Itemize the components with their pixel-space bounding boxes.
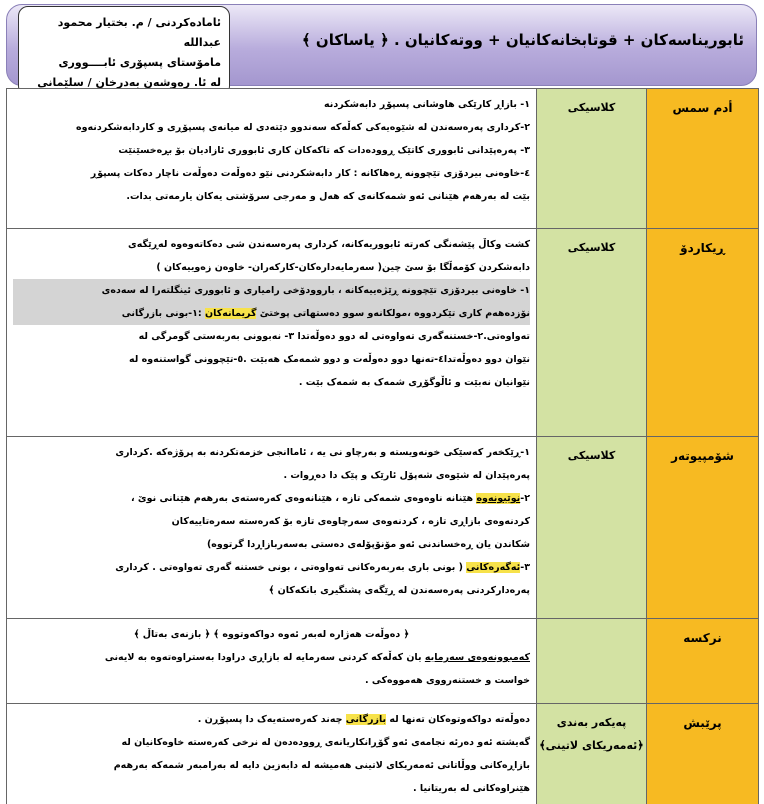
text-line: [13, 556, 530, 579]
text-segment: دەوڵەتە دواکەوتوەکان تەنها لە: [389, 714, 530, 725]
text-line: [13, 646, 530, 669]
economist-name-cell: أدم سمس: [647, 89, 759, 229]
description-cell: [7, 437, 537, 619]
table-row: [7, 437, 759, 619]
economist-name-cell: شۆمپیوتەر: [647, 437, 759, 619]
text-segment: ( بونی باری بەربەرەکانی تەواوەتی ، بونی خستنە گەری تەواوەتی . کرداری: [115, 562, 463, 573]
school-sublabel: ﴿ئەمەریکای لاتینی﴾: [539, 739, 644, 752]
description-cell: [7, 229, 537, 437]
school-cell: کلاسیکی: [537, 229, 647, 437]
text-segment: کەمبوونەوەی سەرمایە: [424, 652, 530, 663]
text-line: دابەشکردن کۆمەڵگا بۆ سێ چین( سەرمایەدارەکان-کارکەران- خاوەن زەوییەکان ): [156, 262, 530, 273]
school-cell: کلاسیکی: [537, 89, 647, 229]
text-line: تەواوەتی.٢-خستنەگەری تەواوەتی لە دوو دەوڵەتدا ٣- نەبوونی بەربەستی گومرگی لە: [138, 331, 530, 342]
text-line: کردنەوەی بازاڕی تازە ، کردنەوەی سەرچاوەی تازە بۆ کەرەستە سەرەتاییەکان: [171, 516, 530, 527]
text-line: بێت لە بەرهەم هێنانی ئەو شمەکانەی کە هەل و مەرجی سرۆشتی یەکان یارمەتی بدات.: [126, 191, 530, 202]
economist-name-cell: نرکسە: [647, 619, 759, 704]
text-line: [13, 487, 530, 510]
text-line: ١-ڕێکخەر کەسێکی خونەویستە و بەرچاو نی یە ، ئاماانجی خزمەتکردنە بە پرۆژەکە .کرداری: [115, 447, 530, 458]
highlight-term: ئەگەرەکانی: [466, 562, 521, 573]
highlight-term: بازرگانی: [345, 714, 387, 725]
text-line: هێنراوەکانی لە بەریتانیا .: [413, 783, 530, 794]
text-line: کشت وکاڵ پێشەنگی کەرتە ئابووریەکانە، کرداری پەرەسەندن شی دەکاتەوەوە لەڕێگەی: [128, 239, 530, 250]
text-line: ١- بازاڕ کارێکی هاوشانی پسپۆڕ دابەشکردنە: [323, 99, 530, 110]
text-line: نێوان دوو دەوڵەتدا٤-تەنها دوو دەوڵەت و دوو شمەمک هەبێت .٥-تێچوونی گواستنەوە لە: [129, 354, 530, 365]
table-row: [7, 89, 759, 229]
economist-name-cell: پرێبش: [647, 704, 759, 804]
text-segment: ٣-: [520, 562, 530, 573]
text-segment: هێنانە ناوەوەی شمەکی تازە ، هێنانەوەی کەرەستەی بەرهەم هێنانی نوێ ،: [130, 493, 474, 504]
highlight-term: گریمانەکان: [205, 308, 257, 319]
text-line: گەیشتە ئەو دەرئە نجامەی ئەو گۆڕانکاریانەی ڕوودەدەن لە نرخی کەرەستە خاوەکانیان لە: [121, 737, 530, 748]
text-line: ٢-کرداری پەرەسەندن لە شێوەیەکی کەڵەکە سەندوو دێتەدی لە میانەی پسپۆڕی و کاردابەشکردنەوە: [75, 122, 530, 133]
economist-name-cell: ڕیکاردۆ: [647, 229, 759, 437]
page-title: ئابوریناسەکان + قوتابخانەکانیان + ووتەکانیان . ﴿ یاساکان ﴾: [301, 31, 744, 49]
author-line: ئامادەکردنی / م. بختیار محمود عبدالله: [57, 16, 221, 49]
text-line: ٣- پەرەپێدانی ئابووری کاتێک ڕوودەدات کە تاکەکان کاری ئابووری ئازادیان بۆ بڕەخسێنێت: [118, 145, 530, 156]
text-line: پەرەپێدان لە شێوەی شەپۆل ئارێک و پێک دا دەڕوات .: [283, 470, 530, 481]
table-row: [7, 704, 759, 804]
text-line: شکاندن یان ڕەخساندنی ئەو مۆنۆپۆلەی دەستی بەسەربازاڕدا گرتووە): [206, 539, 530, 550]
author-line: لە ئا. رەوشەن بەدرخان / سلێمانی: [37, 76, 221, 89]
text-line: [13, 302, 530, 325]
table-row: [7, 229, 759, 437]
description-cell: [7, 89, 537, 229]
author-box: [18, 6, 230, 96]
school-label: پەیکەر بەندی: [556, 716, 627, 729]
text-line: ١- خاوەنی بیردۆزی تێچوونە ڕێژەییەکانە ، باروودۆخی رامیاری و ئابووری ئینگلتەرا لە سەدەی: [13, 279, 530, 302]
description-cell: [7, 704, 537, 804]
author-line: مامۆستای پسپۆری ئابــــووری: [58, 56, 221, 69]
highlight-term: نوێبونەوە: [476, 493, 521, 504]
text-line: خواست و خستنەرووی هەمووەکی .: [364, 675, 530, 686]
school-cell: [537, 619, 647, 704]
economists-table: [6, 88, 759, 804]
text-line: بازاڕەکانی ووڵاتانی ئەمەریکای لاتینی هەمیشە لە دابەزین دایە لە بەرامبەر شمەکە بەرهەم: [113, 760, 530, 771]
text-line: ﴿ دەوڵەت هەژارە لەبەر ئەوە دواکەوتووە ﴾ ﴿ بازنەی بەتاڵ ﴾: [133, 629, 410, 640]
text-segment: نۆزدەهەم کاری تێکردووە ،مولکانەو سوو دەستهاتی پوختێ: [259, 308, 530, 319]
text-segment: ٢-: [520, 493, 530, 504]
text-segment: :١-بونی بازرگانی: [121, 308, 202, 319]
text-line: پەرەدارکردنی پەرەسەندن لە ڕێگەی پشتگیری بانکەکان ﴾: [268, 585, 530, 596]
description-cell: [7, 619, 537, 704]
text-line: ٤-خاوەنی بیردۆزی تێچوونە ڕەهاکانە : کار دابەشکردنی نێو دەوڵەت دەوڵەت ناچار دەکات پسپۆڕ: [90, 168, 530, 179]
text-segment: چەند کەرەستەیەک دا پسپۆڕن .: [197, 714, 343, 725]
text-segment: یان کەڵەکە کردنی سەرمایە لە بازاڕی دراودا بەستراوەتەوە بە لایەنی: [104, 652, 422, 663]
school-cell: [537, 704, 647, 804]
text-line: نێوانیان نەبێت و ئاڵوگۆڕی شمەک بە شمەک بێت .: [298, 377, 530, 388]
table-row: [7, 619, 759, 704]
school-cell: کلاسیکی: [537, 437, 647, 619]
text-line: [13, 708, 530, 731]
